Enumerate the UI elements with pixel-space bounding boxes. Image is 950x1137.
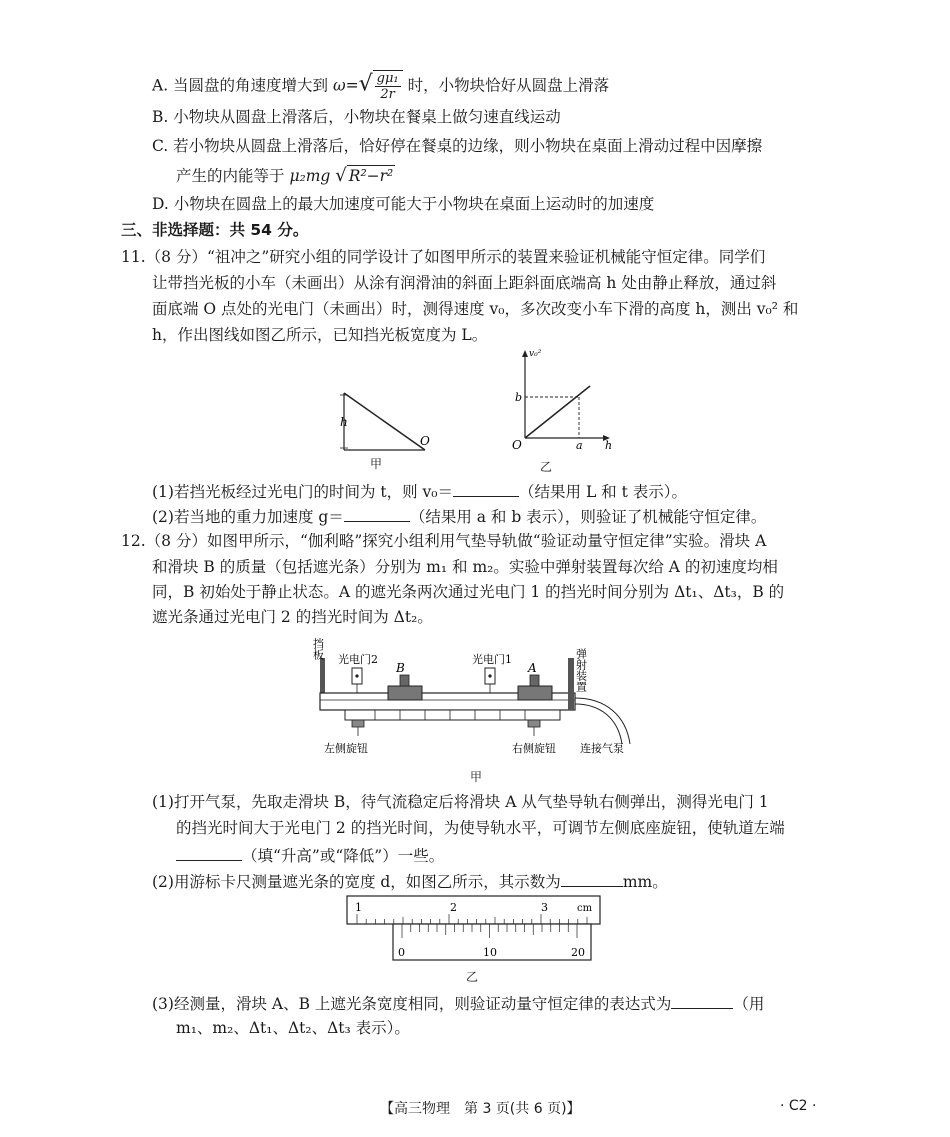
q12-stem-line3: 同，B 初始处于静止状态。A 的遮光条两次通过光电门 1 的挡光时间分别为 Δt₁、Δt₃，B 的 (152, 583, 785, 601)
slider-a-label: A (528, 661, 537, 675)
caliper-main-scale (347, 896, 600, 924)
q11-sub1-answer-blank[interactable] (453, 480, 519, 497)
main-scale-unit: cm (577, 903, 593, 914)
figure-caliper (345, 894, 605, 964)
graph-b-label: b (515, 391, 523, 404)
q12-sub2-tail: mm。 (622, 873, 668, 891)
q10-option-a-tail: 时，小物块恰好从圆盘上滑落 (402, 76, 610, 95)
graph-a-label: a (576, 439, 583, 450)
right-knob (528, 720, 540, 727)
q12-sub2-answer-blank[interactable] (561, 870, 623, 887)
figure-jia-caption: 甲 (370, 457, 383, 471)
launcher (568, 658, 574, 710)
figure-air-track-caption: 甲 (470, 770, 483, 784)
left-knob (352, 720, 364, 727)
figure-caliper-caption: 乙 (466, 970, 479, 984)
q12-sub1-line1: (1)打开气泵，先取走滑块 B，待气流稳定后将滑块 A 从气垫导轨右侧弹出，测得光电门 1 (152, 793, 769, 811)
q12-stem-line1: 12.（8 分）如图甲所示，“伽利略”探究小组利用气垫导轨做“验证动量守恒定律”实验。滑块 A (121, 532, 767, 550)
q11-stem-line2: 让带挡光板的小车（未画出）从涂有润滑油的斜面上距斜面底端高 h 处由静止释放，通过斜 (152, 274, 777, 292)
q10-option-c-radicand: R²−r² (348, 167, 394, 185)
q11-sub2-text: (2)若当地的重力加速度 g＝ (152, 508, 344, 526)
figure-graph (505, 346, 620, 450)
main-scale-label-3: 3 (541, 901, 548, 914)
photogate-2-label: 光电门2 (338, 653, 378, 666)
q12-sub1-answer-blank[interactable] (176, 844, 242, 861)
q10-option-c-coefficient: μ₂mg (289, 167, 331, 185)
q11-sub1 (152, 480, 687, 502)
q12-sub2 (152, 870, 668, 892)
q12-sub1-line2: 的挡光时间大于光电门 2 的挡光时间，为使导轨水平，可调节左侧底座旋钮，使轨道左端 (176, 819, 785, 837)
q12-sub1-tail: （填“升高”或“降低”）一些。 (242, 847, 445, 865)
q12-stem-line2: 和滑块 B 的质量（包括遮光条）分别为 m₁ 和 m₂。实验中弹射装置每次给 A 的初速度均相 (152, 558, 778, 576)
q12-sub3-line1 (152, 992, 764, 1014)
omega-symbol: ω (332, 76, 346, 95)
q11-stem-line3: 面底端 O 点处的光电门（未画出）时，测得速度 v₀，多次改变小车下滑的高度 h，测出 v₀² 和 (152, 300, 799, 318)
q12-sub3-line2: m₁、m₂、Δt₁、Δt₂、Δt₃ 表示）。 (176, 1019, 410, 1037)
page-footer: 【高三物理 第 3 页(共 6 页)】 (380, 1101, 581, 1117)
q10-option-c-line1: C. 若小物块从圆盘上滑落后，恰好停在餐桌的边缘，则小物块在桌面上滑动过程中因摩擦 (152, 137, 763, 155)
figure-incline (330, 385, 440, 470)
q10-option-b: B. 小物块从圆盘上滑落后，小物块在餐桌上做匀速直线运动 (152, 108, 561, 126)
q11-sub1-text: (1)若挡光板经过光电门的时间为 t，则 v₀＝ (152, 483, 454, 501)
fraction-numerator: gμ₁ (376, 71, 399, 86)
figure-yi-caption: 乙 (540, 460, 553, 474)
q12-sub3-text: (3)经测量，滑块 A、B 上遮光条宽度相同，则验证动量守恒定律的表达式为 (152, 995, 672, 1013)
graph-x-axis-label: h (605, 439, 613, 450)
q12-sub1-line3 (176, 844, 444, 866)
main-scale-label-1: 1 (355, 901, 362, 914)
baffle-label: 挡板 (311, 638, 325, 660)
q11-stem-line1: 11.（8 分）“祖冲之”研究小组的同学设计了如图甲所示的装置来验证机械能守恒定律。同学们 (121, 248, 766, 266)
vernier-label-0: 0 (398, 946, 405, 959)
graph-origin-label: O (512, 438, 522, 450)
right-knob-label: 右侧旋钮 (512, 742, 556, 755)
q12-sub2-text: (2)用游标卡尺测量遮光条的宽度 d，如图乙所示，其示数为 (152, 873, 561, 891)
photogate-1-label: 光电门1 (472, 653, 512, 666)
slider-a (518, 686, 552, 700)
vernier-label-20: 20 (571, 946, 585, 959)
section-3-heading: 三、非选择题：共 54 分。 (121, 221, 309, 239)
q12-sub3-tail: （用 (733, 995, 765, 1013)
graph-line (525, 386, 590, 438)
q11-sub2-answer-blank[interactable] (344, 505, 410, 522)
q10-option-c-line2: 产生的内能等于 μ₂mg √ R²−r² (176, 165, 394, 186)
air-pump-label: 连接气泵 (580, 742, 624, 755)
figure-air-track (300, 628, 660, 770)
graph-y-axis-label: v₀² (529, 349, 542, 359)
q10-option-a-text: A. 当圆盘的角速度增大到 (152, 76, 333, 95)
q12-sub3-answer-blank[interactable] (671, 992, 733, 1009)
q11-sub1-tail: （结果用 L 和 t 表示）。 (519, 483, 687, 501)
slider-b (388, 686, 422, 700)
slider-b-label: B (396, 661, 405, 675)
q12-stem-line4: 遮光条通过光电门 2 的挡光时间为 Δt₂。 (152, 608, 433, 626)
launcher-label: 弹射装置 (574, 648, 588, 692)
incline-point-o: O (420, 434, 430, 448)
equals-sign: = (345, 76, 359, 95)
q10-option-c-text: 产生的内能等于 (176, 167, 290, 185)
vernier-label-10: 10 (483, 946, 497, 959)
q10-option-a: A. 当圆盘的角速度增大到 ω=√ $\frac{\text{gμ₁}}{2r}$ 时，小物块恰好从圆盘上滑落 (152, 71, 610, 102)
q10-option-d: D. 小物块在圆盘上的最大加速度可能大于小物块在桌面上运动时的加速度 (152, 195, 655, 213)
fraction-denominator: 2r (380, 87, 395, 102)
q11-sub2-tail: （结果用 a 和 b 表示），则验证了机械能守恒定律。 (409, 508, 767, 526)
q11-sub2 (152, 505, 766, 527)
main-scale-label-2: 2 (450, 901, 457, 914)
q11-stem-line4: h，作出图线如图乙所示，已知挡光板宽度为 L。 (152, 326, 488, 344)
q10-fraction (375, 71, 401, 102)
page-code: · C2 · (780, 1098, 817, 1114)
incline-height-label: h (340, 415, 348, 429)
left-knob-label: 左侧旋钮 (324, 742, 368, 755)
